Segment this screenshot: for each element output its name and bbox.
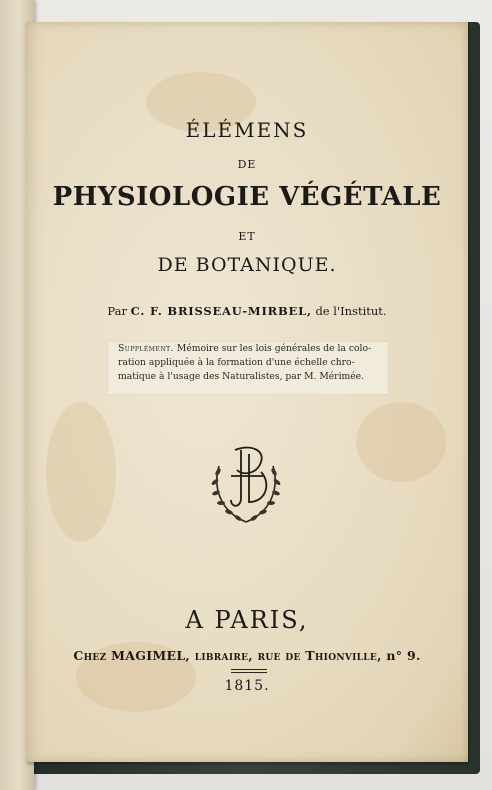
supplement-line-2: ration appliquée à la formation d'une échelle chro- — [118, 357, 355, 368]
supplement-line-1: Mémoire sur les lois générales de la colo- — [176, 343, 372, 354]
foxing-stain — [46, 402, 116, 542]
author-name: C. F. BRISSEAU-MIRBEL, — [130, 304, 312, 318]
monogram-wreath-icon — [191, 436, 301, 536]
author-line — [26, 304, 468, 318]
imprint-year: 1815. — [224, 678, 270, 694]
publisher-rue: rue de — [257, 648, 301, 663]
supplement-label: Supplément. — [118, 343, 174, 354]
title-page — [26, 22, 468, 762]
title-botanique: DE BOTANIQUE. — [157, 254, 337, 276]
author-suffix: de l'Institut. — [315, 304, 387, 318]
foxing-stain — [356, 402, 446, 482]
publisher-chez: Chez — [73, 648, 107, 663]
imprint-publisher — [26, 648, 468, 663]
publisher-role: libraire, — [194, 648, 253, 663]
title-et: ET — [238, 230, 256, 243]
imprint-rule — [231, 669, 267, 670]
title-de: DE — [237, 158, 257, 171]
imprint-rule — [231, 672, 267, 673]
publisher-name: MAGIMEL, — [111, 648, 191, 663]
publisher-number: n° 9. — [386, 648, 421, 663]
title-physiologie: PHYSIOLOGIE VÉGÉTALE — [52, 182, 442, 212]
publisher-street: Thionville, — [305, 648, 382, 663]
supplement-slip — [108, 342, 388, 394]
imprint-place: A PARIS, — [185, 606, 309, 634]
title-elemens: ÉLÉMENS — [185, 118, 309, 142]
author-prefix: Par — [107, 304, 127, 318]
supplement-line-3: matique à l'usage des Naturalistes, par M. Mérimée. — [118, 371, 365, 382]
